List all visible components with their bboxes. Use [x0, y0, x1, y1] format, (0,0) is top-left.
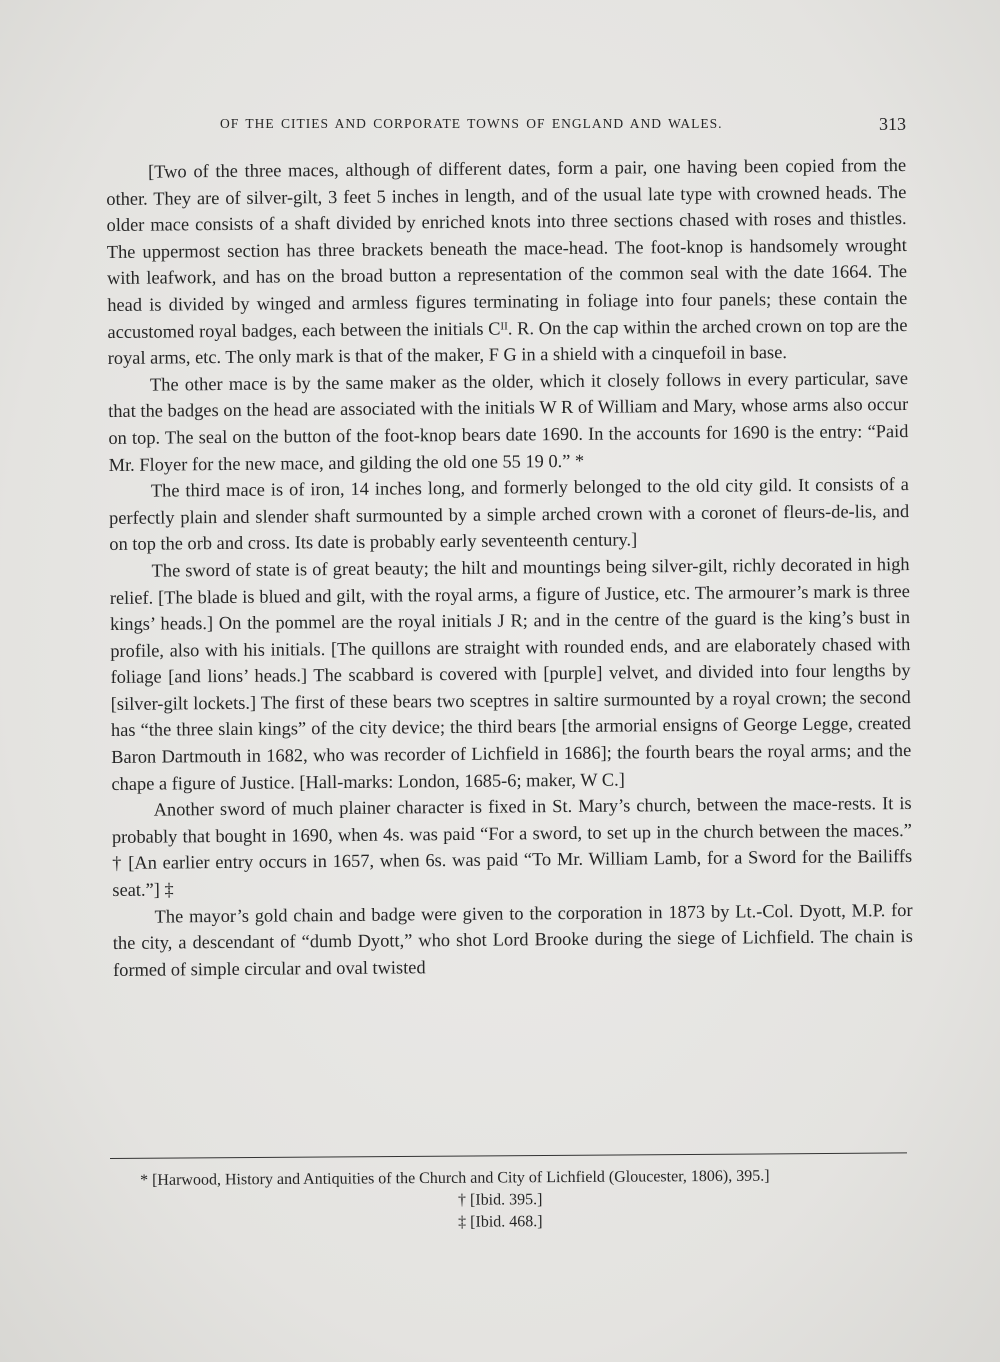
paragraph: The mayor’s gold chain and badge were given to the corporation in 1873 by Lt.-Col. Dyott, M.P. for the city, a descendant of “dumb Dyott,” who shot Lord Brooke during the siege of Lichfield. The chain is formed of simple circular and oval twisted [112, 899, 913, 980]
running-head [106, 114, 906, 138]
paragraph: [Two of the three maces, although of different dates, form a pair, one having been copied from the other. They are of silver-gilt, 3 feet 5 inches in length, and of the usual late type with crowned heads. The older mace consists of a shaft divided by enriched knots into three sections chased with roses and thistles. The uppermost section has three brackets beneath the mace-head. The foot-knop is handsomely wrought with leafwork, and has on the broad button a representation of the common seal with the date 1664. The head is divided by winged and armless figures terminating in foliage into four panels; these contain the accustomed royal badges, each between the initials Cᴵᴵ. R. On the cap within the arched crown on top are the royal arms, etc. The only mark is that of the maker, F G in a shield with a cinquefoil in base. [106, 155, 908, 369]
footnote-divider [110, 1152, 907, 1159]
paragraph: The other mace is by the same maker as the older, which it closely follows in every particular, save that the badges on the head are associated with the initials W R of William and Mary, whose arms also occur on top. The seal on the button of the foot-knop bears date 1690. In the accounts for 1690 is the entry: “Paid Mr. Floyer for the new mace, and gilding the old one 55 19 0.” * [108, 367, 909, 475]
body-text [106, 152, 913, 983]
paragraph: Another sword of much plainer character is fixed in St. Mary’s church, between the mace-rests. It is probably that bought in 1690, when 4s. was paid “For a sword, to set up in the church between the maces.” † [An earlier entry occurs in 1657, when 6s. was paid “To Mr. William Lamb, for a Sword for the Bailiffs seat.”] ‡ [111, 793, 913, 901]
footnote: * [Harwood, History and Antiquities of the Church and City of Lichfield (Gloucester, 1806), 395.] [140, 1167, 770, 1189]
paragraph: The third mace is of iron, 14 inches long, and formerly belonged to the old city gild. It consists of a perfectly plain and slender shaft surmounted by a simple arched crown with a coronet of fleurs-de-lis, and on top the orb and cross. Its date is probably early seventeenth century.] [109, 474, 910, 555]
paragraph: The sword of state is of great beauty; the hilt and mountings being silver-gilt, richly decorated in high relief. [The blade is blued and gilt, with the royal arms, a figure of Justice, etc. The armourer’s mark is three kings’ heads.] On the pommel are the royal initials J R; and in the centre of the guard is the king’s bust in profile, also with his initials. [The quillons are straight with rounded ends, and are elaborately chased with foliage [and lions’ heads.] The scabbard is covered with [purple] velvet, and divided into four lengths by [silver-gilt lockets.] The first of these bears two sceptres in saltire surmounted by a royal crown; the second has “the three slain kings” of the city device; the third bears [the armorial ensigns of George Legge, created Baron Dartmouth in 1682, who was recorder of Lichfield in 1686]; the fourth bears the royal arms; and the chape a figure of Justice. [Hall-marks: London, 1685-6; maker, W C.] [109, 553, 912, 794]
footnotes [140, 1165, 900, 1236]
footnote: ‡ [Ibid. 468.] [458, 1213, 543, 1231]
footnote: † [Ibid. 395.] [457, 1191, 543, 1209]
page-number: 313 [879, 114, 906, 134]
running-title: OF THE CITIES AND CORPORATE TOWNS OF ENGLAND AND WALES. [220, 116, 723, 131]
